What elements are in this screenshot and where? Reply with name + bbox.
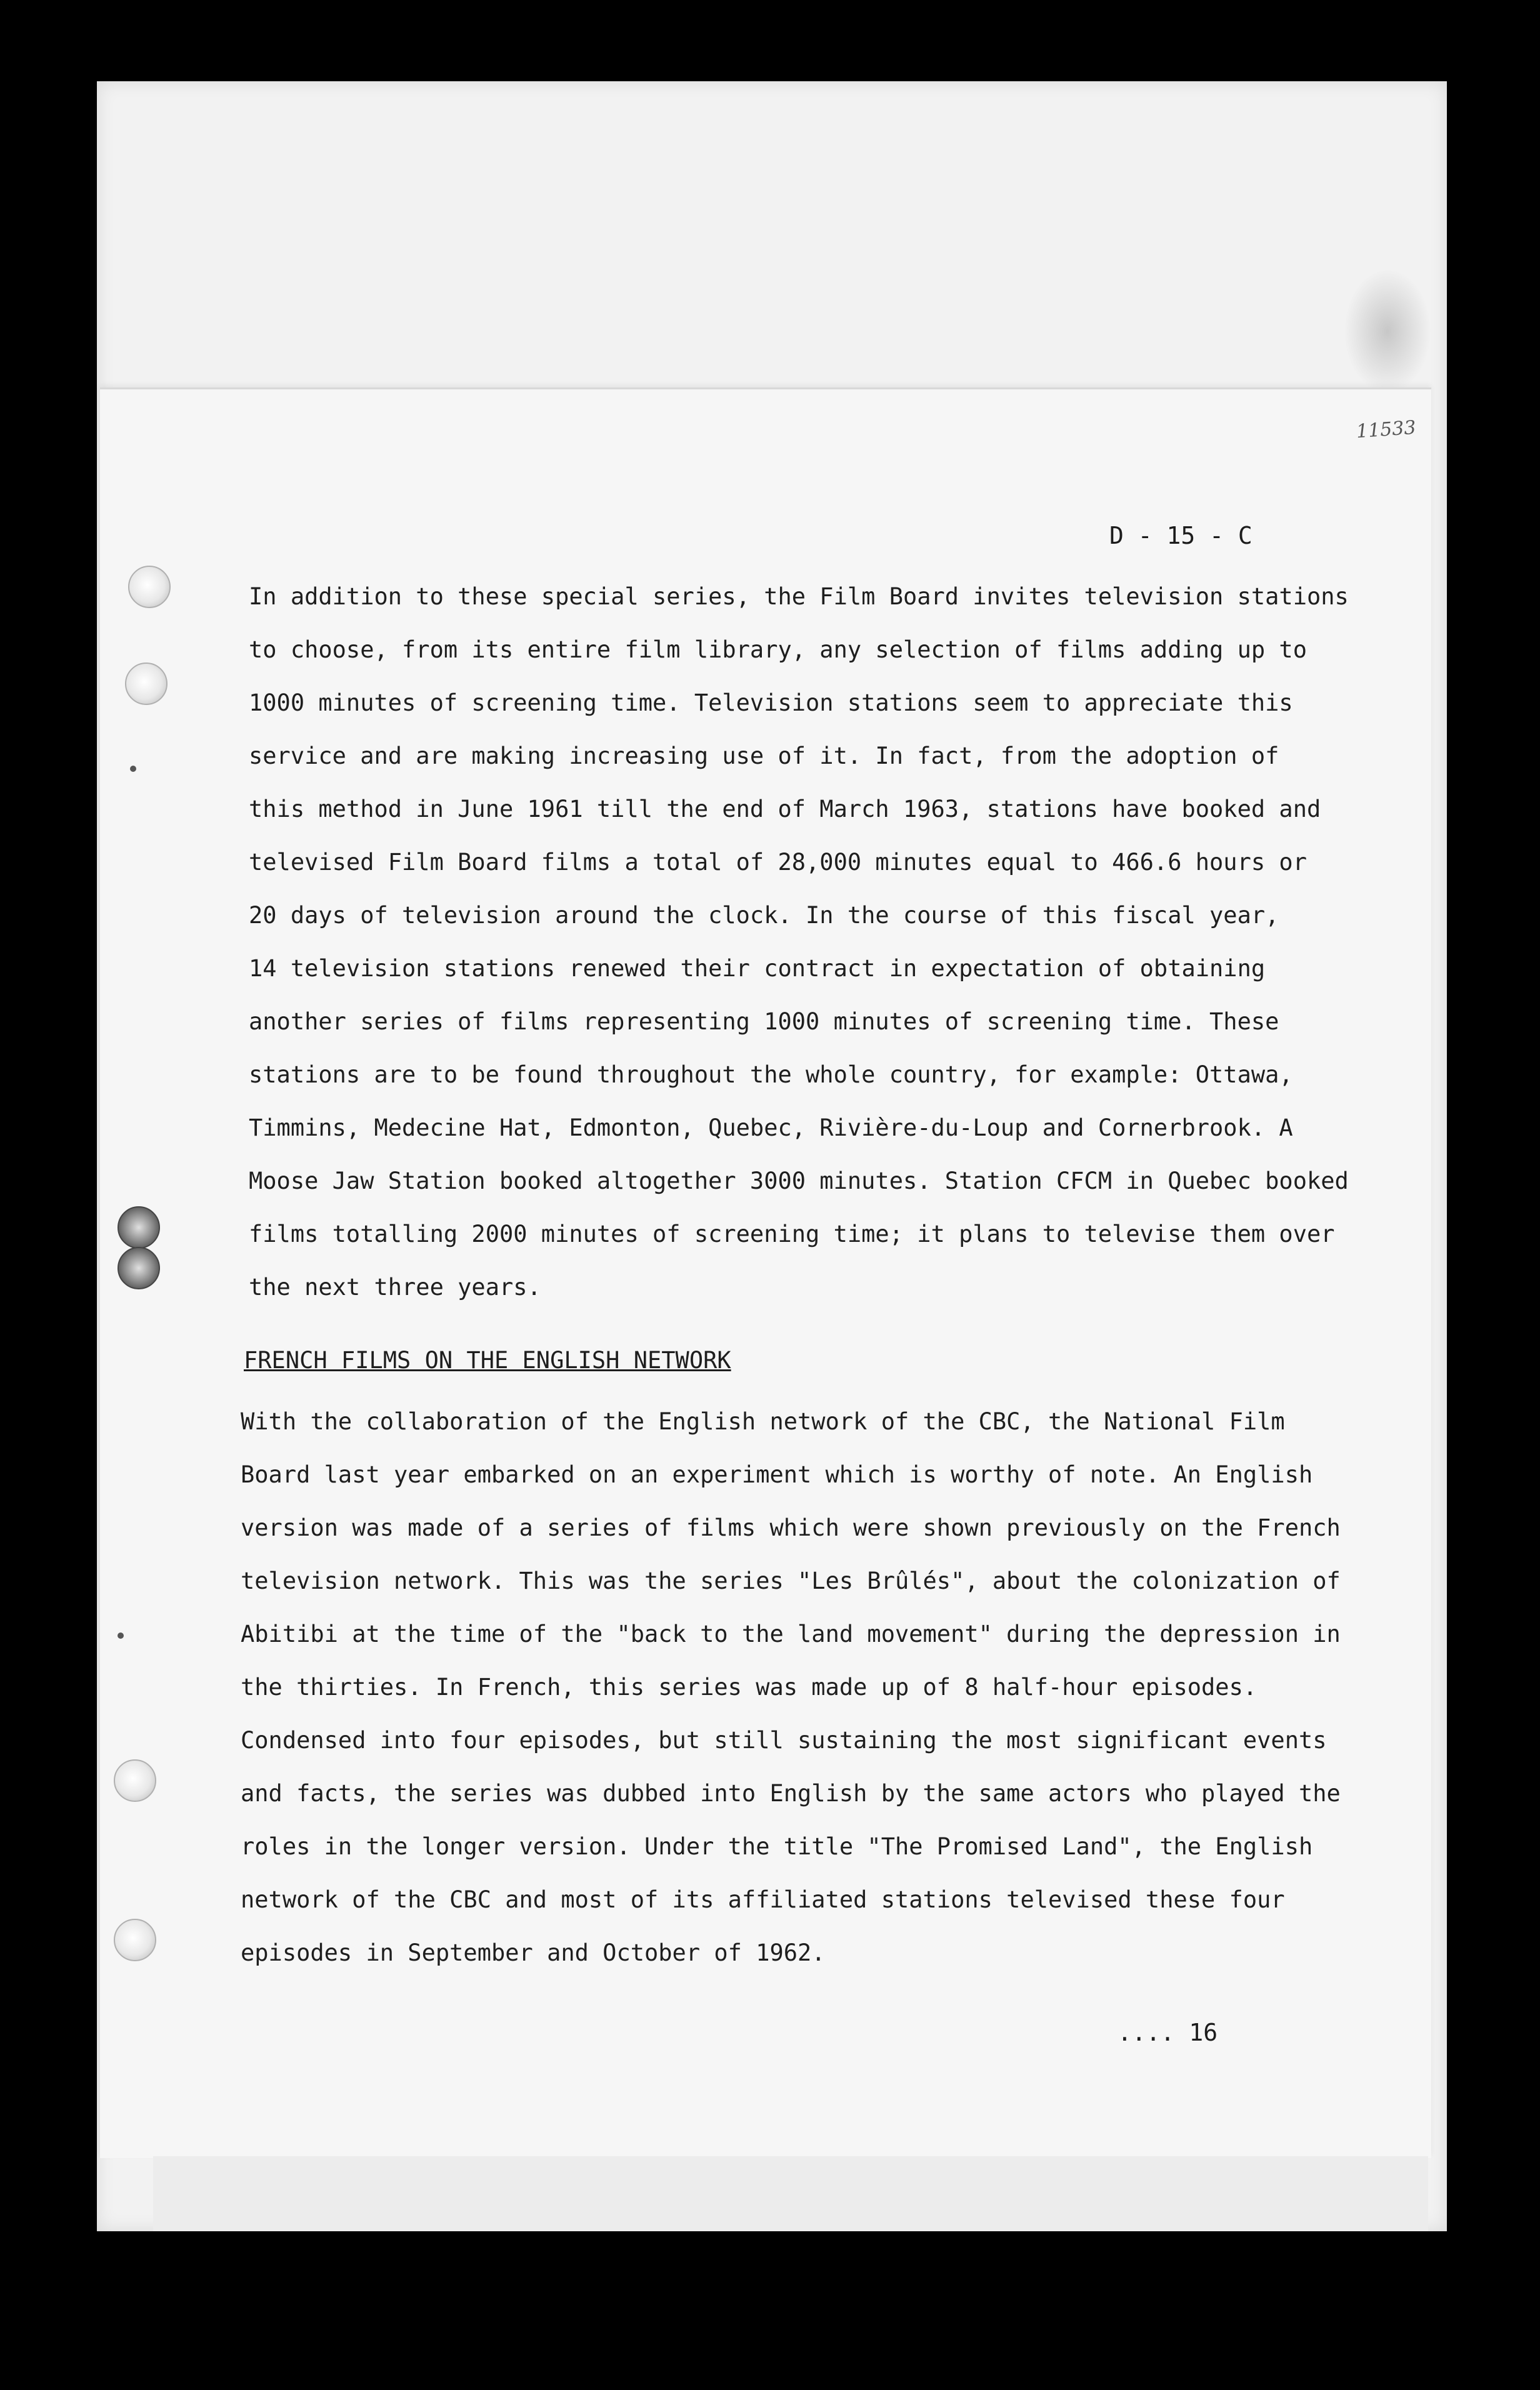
punch-hole bbox=[128, 566, 171, 608]
text-line: With the collaboration of the English network of the CBC, the National Film bbox=[241, 1408, 1285, 1435]
text-line: roles in the longer version. Under the title "The Promised Land", the English bbox=[241, 1833, 1313, 1860]
text-line: version was made of a series of films which were shown previously on the French bbox=[241, 1514, 1341, 1541]
text-line: Moose Jaw Station booked altogether 3000 minutes. Station CFCM in Quebec booked bbox=[249, 1168, 1349, 1194]
paper-smudge bbox=[1344, 269, 1431, 394]
text-line: Board last year embarked on an experiment which is worthy of note. An English bbox=[241, 1461, 1313, 1488]
punch-hole bbox=[114, 1919, 156, 1961]
continuation-marker: .... 16 bbox=[1118, 2019, 1218, 2046]
text-line: the next three years. bbox=[249, 1274, 541, 1301]
text-line: and facts, the series was dubbed into English by the same actors who played the bbox=[241, 1780, 1341, 1807]
text-line: this method in June 1961 till the end of March 1963, stations have booked and bbox=[249, 796, 1321, 822]
text-line: Condensed into four episodes, but still sustaining the most significant events bbox=[241, 1727, 1327, 1754]
text-line: 14 television stations renewed their contract in expectation of obtaining bbox=[249, 955, 1266, 982]
text-line: films totalling 2000 minutes of screening time; it plans to televise them over bbox=[249, 1221, 1335, 1248]
paper-speck bbox=[118, 1632, 124, 1639]
paragraph-french-films bbox=[241, 1395, 1341, 1979]
text-line: 20 days of television around the clock. In the course of this fiscal year, bbox=[249, 902, 1279, 929]
text-line: service and are making increasing use of it. In fact, from the adoption of bbox=[249, 742, 1279, 769]
punch-hole bbox=[114, 1759, 156, 1802]
bottom-sheet-edge bbox=[153, 2156, 1428, 2231]
binder-ring-hole bbox=[118, 1206, 160, 1249]
text-line: television network. This was the series "Les Brûlés", about the colonization of bbox=[241, 1568, 1341, 1594]
page-number: D - 15 - C bbox=[1109, 522, 1252, 549]
text-line: Timmins, Medecine Hat, Edmonton, Quebec, Rivière-du-Loup and Cornerbrook. A bbox=[249, 1114, 1293, 1141]
text-line: network of the CBC and most of its affiliated stations televised these four bbox=[241, 1886, 1285, 1913]
text-line: Abitibi at the time of the "back to the land movement" during the depression in bbox=[241, 1621, 1341, 1648]
binder-ring-hole bbox=[118, 1247, 160, 1289]
text-line: televised Film Board films a total of 28,000 minutes equal to 466.6 hours or bbox=[249, 849, 1307, 876]
section-heading: FRENCH FILMS ON THE ENGLISH NETWORK bbox=[244, 1347, 731, 1374]
paper-speck bbox=[130, 766, 136, 772]
text-line: another series of films representing 1000 minutes of screening time. These bbox=[249, 1008, 1279, 1035]
punch-hole bbox=[125, 662, 168, 705]
text-line: to choose, from its entire film library, any selection of films adding up to bbox=[249, 636, 1307, 663]
text-line: In addition to these special series, the Film Board invites television stations bbox=[249, 583, 1349, 610]
text-line: the thirties. In French, this series was made up of 8 half-hour episodes. bbox=[241, 1674, 1258, 1701]
archive-number: 11533 bbox=[1355, 416, 1417, 443]
text-line: 1000 minutes of screening time. Television stations seem to appreciate this bbox=[249, 689, 1293, 716]
text-line: episodes in September and October of 1962. bbox=[241, 1939, 826, 1966]
paragraph-film-library bbox=[249, 570, 1349, 1314]
text-line: stations are to be found throughout the whole country, for example: Ottawa, bbox=[249, 1061, 1293, 1088]
